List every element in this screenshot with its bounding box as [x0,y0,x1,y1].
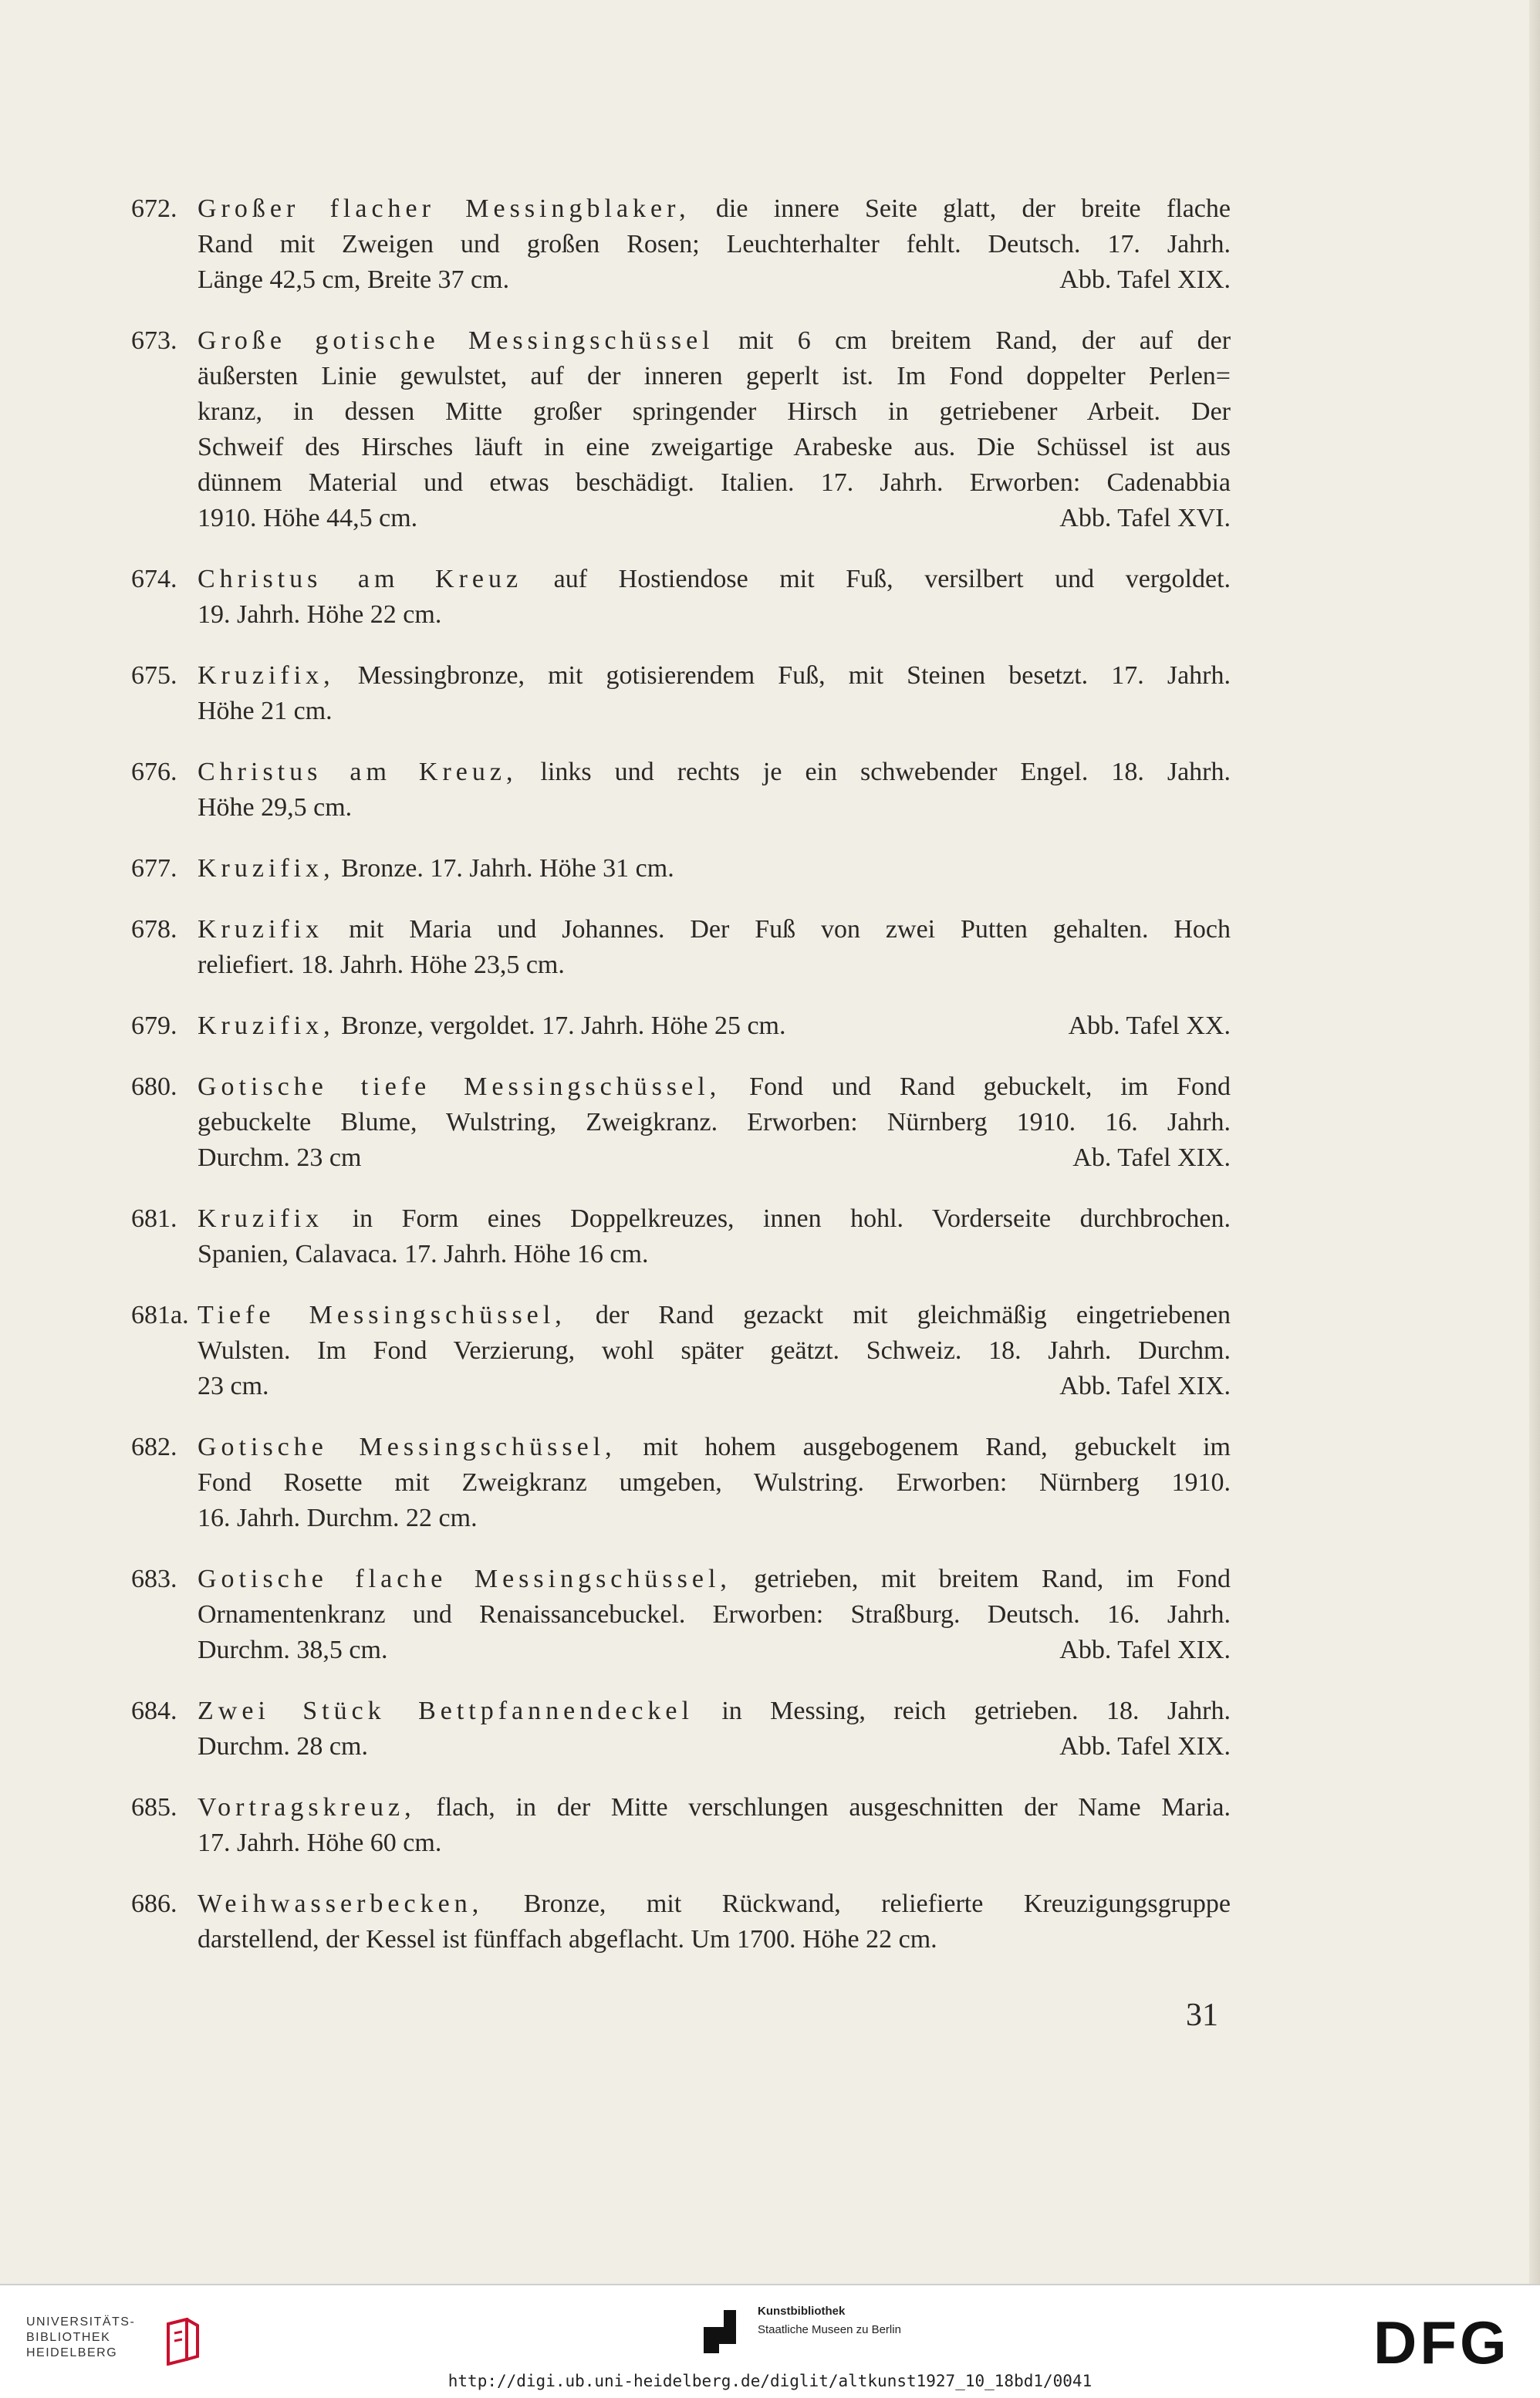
entry-number: 680. [131,1072,177,1101]
entry-line-text: der Rand gezackt mit gleichmäßig eingetriebenen [595,1301,1231,1329]
entry-line-text: reliefiert. 18. Jahrh. Höhe 23,5 cm. [198,951,565,979]
plate-reference: Abb. Tafel XIX. [1059,1372,1231,1400]
ub-line-3: HEIDELBERG [26,2346,118,2359]
catalog-entry [131,191,1231,298]
entry-text [198,191,1231,227]
catalog-entry [131,1008,1231,1044]
entry-number: 683. [131,1565,177,1593]
entry-number: 674. [131,565,177,593]
entry-number: 682. [131,1433,177,1461]
entry-line-text: Spanien, Calavaca. 17. Jahrh. Höhe 16 cm. [198,1240,649,1268]
entry-line-text: darstellend, der Kessel ist fünffach abgeflacht. Um 1700. Höhe 22 cm. [198,1925,937,1954]
entry-line [131,1826,1231,1861]
entry-text [198,394,1231,430]
entry-line [131,1140,1231,1176]
entry-line [131,1729,1231,1765]
entry-line-text: Durchm. 23 cm [198,1143,362,1172]
ub-line-1: UNIVERSITÄTS- [26,2315,136,2329]
plate-reference: Abb. Tafel XIX. [1059,265,1231,294]
entry-number: 673. [131,326,177,355]
plate-reference: Abb. Tafel XIX. [1059,1636,1231,1664]
entry-text [198,912,1231,947]
entry-line-text: Bronze, vergoldet. 17. Jahrh. Höhe 25 cm. [341,1012,786,1040]
entry-line-text: mit hohem ausgebogenem Rand, gebuckelt im [643,1433,1231,1461]
entry-line [131,1201,1231,1237]
entry-text [198,1562,1231,1597]
entry-title: Kruzifix, [198,661,335,690]
entry-title: Kruzifix [198,1204,324,1233]
entry-line [131,912,1231,947]
entry-text [198,1694,1231,1729]
entry-line [131,1501,1231,1536]
entry-title: Gotische tiefe Messingschüssel, [198,1072,721,1101]
entry-line-text: 1910. Höhe 44,5 cm. [198,504,418,532]
entry-line [131,465,1231,501]
catalog-entry [131,851,1231,887]
entry-text [198,1597,1231,1633]
entry-text [198,1105,1231,1140]
entry-line [131,790,1231,826]
entry-text [198,1922,1231,1957]
catalog-entry [131,1298,1231,1404]
entry-line [131,562,1231,597]
plate-reference: Abb. Tafel XVI. [1059,504,1231,532]
entry-number: 672. [131,194,177,223]
entry-line-text: Ornamentenkranz und Renaissancebuckel. Erworben: Straßburg. Deutsch. 16. Jahrh. [198,1600,1231,1629]
kunstbibliothek-text [758,2302,901,2339]
entry-title: Zwei Stück Bettpfannendeckel [198,1697,694,1725]
entry-line-text: mit Maria und Johannes. Der Fuß von zwei Putten gehalten. Hoch [349,915,1231,944]
entry-number: 681. [131,1204,177,1233]
entry-line-text: auf Hostiendose mit Fuß, versilbert und vergoldet. [553,565,1231,593]
entry-text [198,359,1231,394]
entry-title: Gotische Messingschüssel, [198,1433,616,1461]
entry-line [131,658,1231,694]
entry-line-text: in Messing, reich getrieben. 18. Jahrh. [721,1697,1231,1725]
entry-number: 684. [131,1697,177,1725]
entry-line-text: Fond Rosette mit Zweigkranz umgeben, Wulstring. Erworben: Nürnberg 1910. [198,1468,1231,1497]
entry-line-text: Höhe 29,5 cm. [198,793,353,822]
entry-title: Christus am Kreuz, [198,758,518,786]
entry-text [198,851,1231,887]
entry-line [131,597,1231,633]
entry-number: 677. [131,854,177,883]
ub-text [26,2315,135,2361]
catalog-entries [131,191,1231,1983]
entry-line [131,755,1231,790]
entry-line [131,262,1231,298]
entry-text [198,1069,1231,1105]
entry-line-text: in Form eines Doppelkreuzes, innen hohl. Vorderseite durchbrochen. [352,1204,1231,1233]
entry-line-text: 16. Jahrh. Durchm. 22 cm. [198,1504,478,1532]
entry-text [198,430,1231,465]
catalog-entry [131,1694,1231,1765]
plate-reference: Ab. Tafel XIX. [1072,1143,1231,1172]
entry-line-text: 19. Jahrh. Höhe 22 cm. [198,600,442,629]
entry-title: Großer flacher Messingblaker, [198,194,691,223]
entry-line-text: mit 6 cm breitem Rand, der auf der [738,326,1231,355]
catalog-entry [131,1430,1231,1536]
footer-bar [0,2284,1540,2398]
entry-text [198,1430,1231,1465]
entry-title: Große gotische Messingschüssel [198,326,714,355]
page-number: 31 [1186,1998,1218,2033]
entry-line [131,501,1231,536]
dfg-logo[interactable]: DFG [1373,2308,1510,2376]
entry-line [131,1886,1231,1922]
kb-title: Kunstbibliothek [758,2305,846,2318]
entry-text [198,1237,1231,1272]
entry-line [131,1922,1231,1957]
permalink-url[interactable]: http://digi.ub.uni-heidelberg.de/diglit/altkunst1927_10_18bd1/0041 [447,2372,1093,2390]
ub-line-2: BIBLIOTHEK [26,2331,111,2344]
entry-number: 678. [131,915,177,944]
entry-line-text: Fond und Rand gebuckelt, im Fond [749,1072,1231,1101]
entry-number: 679. [131,1012,177,1040]
entry-line [131,1790,1231,1826]
entry-line [131,1694,1231,1729]
entry-line-text: die innere Seite glatt, der breite flache [715,194,1231,223]
entry-line [131,1333,1231,1369]
entry-line-text: Bronze. 17. Jahrh. Höhe 31 cm. [341,854,674,883]
entry-text [198,227,1231,262]
entry-line [131,1465,1231,1501]
entry-text [198,562,1231,597]
entry-text [198,790,1231,826]
entry-line-text: Länge 42,5 cm, Breite 37 cm. [198,265,510,294]
catalog-entry [131,755,1231,826]
entry-line-text: Bronze, mit Rückwand, reliefierte Kreuzigungsgruppe [523,1890,1231,1918]
page-edge [1529,0,1540,2284]
entry-line-text: 17. Jahrh. Höhe 60 cm. [198,1829,442,1857]
entry-line [131,947,1231,983]
entry-line-text: getrieben, mit breitem Rand, im Fond [754,1565,1231,1593]
kb-subtitle: Staatliche Museen zu Berlin [758,2323,901,2336]
entry-line-text: gebuckelte Blume, Wulstring, Zweigkranz. Erworben: Nürnberg 1910. 16. Jahrh. [198,1108,1231,1137]
entry-line-text: flach, in der Mitte verschlungen ausgeschnitten der Name Maria. [436,1793,1231,1822]
entry-line-text: dünnem Material und etwas beschädigt. Italien. 17. Jahrh. Erworben: Cadenabbia [198,468,1231,497]
entry-line [131,1597,1231,1633]
ub-heidelberg-logo[interactable] [26,2315,211,2369]
entry-text [198,755,1231,790]
entry-text [198,1790,1231,1826]
entry-line [131,851,1231,887]
entry-text [198,465,1231,501]
entry-text [198,947,1231,983]
entry-text [198,1298,1231,1333]
entry-line [131,323,1231,359]
entry-line-text: Schweif des Hirsches läuft in eine zweigartige Arabeske aus. Die Schüssel ist aus [198,433,1231,461]
catalog-entry [131,1201,1231,1272]
entry-line-text: äußersten Linie gewulstet, auf der inneren geperlt ist. Im Fond doppelter Perlen= [198,362,1231,390]
entry-line-text: Rand mit Zweigen und großen Rosen; Leuchterhalter fehlt. Deutsch. 17. Jahrh. [198,230,1231,258]
entry-line-text: Durchm. 38,5 cm. [198,1636,388,1664]
entry-line [131,1105,1231,1140]
entry-line [131,1633,1231,1668]
entry-number: 676. [131,758,177,786]
entry-line-text: Wulsten. Im Fond Verzierung, wohl später geätzt. Schweiz. 18. Jahrh. Durchm. [198,1336,1231,1365]
entry-line [131,1369,1231,1404]
entry-line [131,1562,1231,1597]
entry-text [198,1201,1231,1237]
catalog-entry [131,912,1231,983]
entry-text [198,1826,1231,1861]
entry-text [198,323,1231,359]
entry-number: 675. [131,661,177,690]
entry-title: Kruzifix, [198,854,335,883]
entry-line-text: 23 cm. [198,1372,269,1400]
kunstbibliothek-logo[interactable] [699,2302,977,2364]
entry-number: 685. [131,1793,177,1822]
entry-line [131,1298,1231,1333]
entry-text [198,597,1231,633]
entry-line [131,227,1231,262]
entry-title: Kruzifix [198,915,324,944]
plate-reference: Abb. Tafel XX. [1068,1012,1231,1040]
catalog-entry [131,658,1231,729]
entry-line-text: links und rechts je ein schwebender Engel. 18. Jahrh. [540,758,1231,786]
entry-title: Weihwasserbecken, [198,1890,484,1918]
entry-title: Gotische flache Messingschüssel, [198,1565,731,1593]
entry-text [198,1465,1231,1501]
entry-line-text: Messingbronze, mit gotisierendem Fuß, mit Steinen besetzt. 17. Jahrh. [357,661,1231,690]
catalog-entry [131,1069,1231,1176]
entry-number: 686. [131,1890,177,1918]
ub-emblem-icon [164,2318,202,2366]
catalog-entry [131,1790,1231,1861]
entry-title: Tiefe Messingschüssel, [198,1301,566,1329]
entry-line [131,430,1231,465]
catalog-entry [131,562,1231,633]
plate-reference: Abb. Tafel XIX. [1059,1732,1231,1761]
entry-line-text: Höhe 21 cm. [198,697,333,725]
catalog-entry [131,1886,1231,1957]
entry-line [131,394,1231,430]
entry-title: Vortragskreuz, [198,1793,416,1822]
entry-line-text: kranz, in dessen Mitte großer springender Hirsch in getriebener Arbeit. Der [198,397,1231,426]
entry-line [131,1430,1231,1465]
entry-text [198,1333,1231,1369]
entry-line [131,359,1231,394]
entry-line [131,1008,1231,1044]
catalog-entry [131,323,1231,536]
entry-text [198,1886,1231,1922]
entry-line [131,1069,1231,1105]
entry-line [131,1237,1231,1272]
kunstbibliothek-mark-icon [704,2310,741,2353]
entry-line-text: Durchm. 28 cm. [198,1732,368,1761]
entry-text [198,658,1231,694]
entry-line [131,694,1231,729]
entry-number: 681a. [131,1301,189,1329]
entry-title: Kruzifix, [198,1012,335,1040]
entry-title: Christus am Kreuz [198,565,523,593]
entry-text [198,694,1231,729]
entry-text [198,1501,1231,1536]
entry-line [131,191,1231,227]
catalog-entry [131,1562,1231,1668]
